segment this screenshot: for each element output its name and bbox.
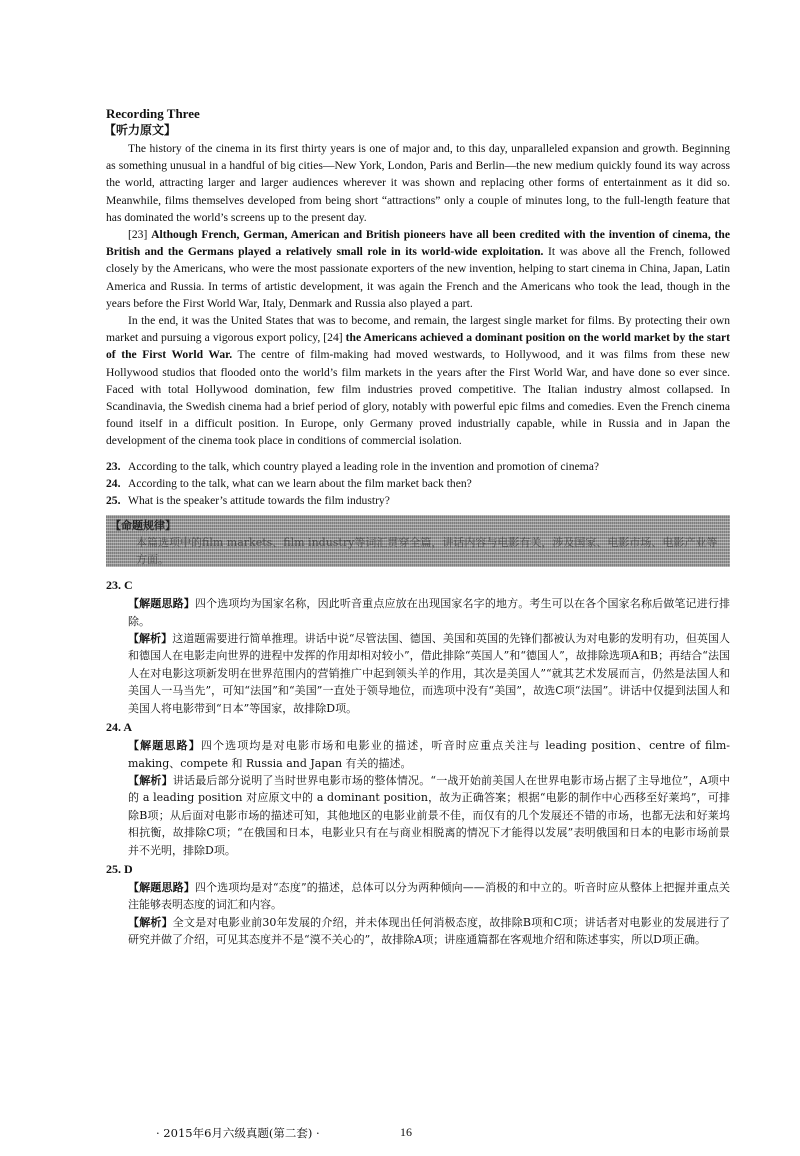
paragraph-text: [23] [128,228,152,242]
answer-tag: 【解析】 [128,773,173,787]
passage-paragraph [106,140,730,226]
question-text: According to the talk, which country played a leading role in the invention and promotion of cinema? [128,459,600,473]
key-sentence: Although French, German, American and British pioneers have all been credited with the invention of cinema, the British and the Germans played a relatively small role in its world-wide exploitation. [106,228,730,259]
answer-paragraph [106,630,730,717]
answer-paragraph [106,879,730,914]
passage-paragraph [106,312,730,450]
question-number: 25. [106,494,121,508]
answer-text: 四个选项均为国家名称，因此听音重点应放在出现国家名字的地方。考生可以在各个国家名称后做笔记进行排除。 [128,597,730,628]
answer-paragraph [106,914,730,949]
question-text: What is the speaker’s attitude towards the film industry? [128,494,390,508]
answer-header: 24. A [106,720,133,735]
section-subtitle: 【听力原文】 [104,123,177,137]
answer-paragraph [106,772,730,859]
section-title: Recording Three [106,106,200,121]
paragraph-text: The centre of film-making had moved westwards, to Hollywood, and it was films from these new Hollywood studios that flooded onto the world’s film markets in the years after the First World War, and have done so ever since. Faced with total Hollywood domination, few film industries proved competitive. The Italian industry almost collapsed. In Scandinavia, the Swedish cinema had a brief period of glory, notably with powerful epic films and comedies. Even the French cinema found itself in a difficult position. In Europe, only Germany proved industrially capable, while in Russia and in Japan the development of the cinema took place in conditions of commercial isolation. [106,348,731,448]
question-item [106,492,730,509]
answer-text: 这道题需要进行简单推理。讲话中说“尽管法国、德国、美国和英国的先锋们都被认为对电影的发明有功，但英国人和德国人在电影走向世界的进程中发挥的作用却相对较小”，借此排除“英国人”和“德国人”，故排除选项A和B；再结合“法国人在对电影这项新发明在世界范围内的营销推广中起到领头羊的作用，其次是美国人”“就其艺术发展而言，仍然是法国人和美国人一马当先”，可知“法国”和“美国”一直处于领导地位，而选项中没有“美国”，故选C项“法国”。讲话中仅提到法国人和美国人将电影带到“日本”等国家，故排除D项。 [128,632,731,715]
answer-text: 讲话最后部分说明了当时世界电影市场的整体情况。“一战开始前美国人在世界电影市场占据了主导地位”，A项中的 a leading position 对应原文中的 a dominant position，故为正确答案；根据“电影的制作中心西移至好莱坞”，可排除B项；从后面对电影市场的描述可知，其他地区的电影业前景不佳，而仅有的几个发展还不错的市场，也都无法和好莱坞相抗衡，故排除C项；“在俄国和日本，电影业只有在与商业相脱离的情况下才能得以发展”表明俄国和日本的电影市场前景并不光明，排除D项。 [128,773,731,857]
paragraph-text: In the end, it was the United States that was to become, and remain, the largest single market for films. By protecting their own market and pursuing a vigorous export policy, [24] [106,314,730,345]
answer-text: 全文是对电影业前30年发展的介绍，并未体现出任何消极态度，故排除B项和C项；讲话者对电影业的发展进行了研究并做了介绍，可见其态度并不是“漠不关心的”，故排除A项；讲座通篇都在客观地介绍和陈述事实，所以D项正确。 [128,915,730,947]
page-content [106,106,730,949]
hint-label: 【命题规律】 [110,519,176,533]
question-number: 24. [106,476,121,490]
footer-source: · 2015年6月六级真题(第二套) · [156,1126,320,1140]
answer-header: 25. D [106,861,133,876]
answer-block [106,861,730,949]
question-text: According to the talk, what can we learn about the film market back then? [128,476,472,490]
key-sentence: the Americans achieved a dominant position on the world market by the start of the First World War. [106,331,730,362]
page-number: 16 [400,1125,412,1139]
paragraph-text: It was above all the French, followed closely by the Americans, who were the most passionate exporters of the new invention, helping to start cinema in China, Japan, Latin America and Russia. In terms of artistic development, it was again the French and the Americans who took the lead, though in the years before the First World War, Italy, Denmark and Russia also played a part. [106,245,730,310]
answer-tag: 【解题思路】 [128,739,201,753]
answer-paragraph [106,595,730,630]
answer-tag: 【解析】 [128,632,173,646]
answer-paragraph [106,737,730,772]
question-number: 23. [106,459,121,473]
question-item [106,475,730,492]
answer-text: 四个选项均是对“态度”的描述，总体可以分为两种倾向——消极的和中立的。听音时应从整体上把握并重点关注能够表明态度的词汇和内容。 [128,880,731,912]
answer-block [106,577,730,717]
page-footer [156,1125,412,1141]
answer-tag: 【解题思路】 [128,880,195,894]
answer-header: 23. C [106,578,133,593]
passage-paragraph [106,226,730,312]
paragraph-text: The history of the cinema in its first thirty years is one of major and, to this day, unparalleled expansion and growth. Beginning as something unusual in a handful of big cities—New York, London, Paris and Berlin—the new medium quickly found its way across the world, attracting larger and larger audiences wherever it was shown and replacing other forms of entertainment as it did so. Meanwhile, films themselves developed from being short “attractions” only a couple of minutes long, to the full-length feature that has dominated the world’s screens up to the present day. [106,142,730,224]
questions [106,458,730,510]
passage [106,140,730,450]
answer-text: 四个选项均是对电影市场和电影业的描述，听音时应重点关注与 leading position、centre of film-making、compete 和 Russia and Japan 有关的描述。 [128,739,730,770]
question-item [106,458,730,475]
answer-block [106,719,730,859]
answer-tag: 【解题思路】 [128,597,195,611]
hint-box [106,515,730,567]
answer-tag: 【解析】 [128,915,173,929]
hint-text: 本篇选项中的film markets、film industry等词汇贯穿全篇，讲话内容与电影有关，涉及国家、电影市场、电影产业等方面。 [136,536,718,567]
